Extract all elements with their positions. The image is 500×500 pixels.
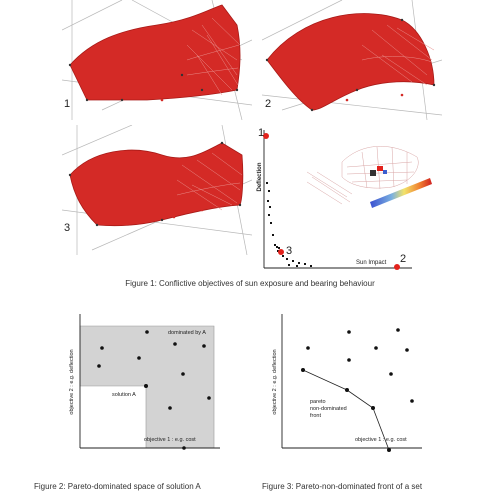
- plot-marker-label-3: 3: [286, 245, 293, 257]
- fig3-xlabel: objective 1 : e.g. cost: [355, 437, 407, 443]
- figure2-caption: Figure 2: Pareto-dominated space of solution A: [34, 482, 201, 491]
- surface-render-2: [262, 0, 442, 120]
- panel-label-3: 3: [64, 222, 71, 234]
- plot-marker-label-2: 2: [400, 253, 407, 265]
- plot-marker-label-1: 1: [258, 127, 265, 139]
- fig3-ylabel: objective 2 : e.g. deflection: [272, 349, 278, 415]
- surface-render-1: [62, 0, 252, 120]
- figure3-caption: Figure 3: Pareto-non-dominated front of a set: [262, 482, 423, 491]
- plot-marker-3: [278, 249, 284, 255]
- figure1-caption: Figure 1: Conflictive objectives of sun exposure and bearing behaviour: [125, 279, 375, 288]
- front-label-line-1: pareto: [310, 399, 326, 405]
- fig2-xlabel: objective 1 : e.g. cost: [144, 437, 196, 443]
- dominated-region-label: dominated by A: [168, 330, 206, 336]
- panel-label-2: 2: [265, 98, 272, 110]
- inset-wireframe: [307, 146, 432, 208]
- figure2-diagram: [64, 310, 224, 458]
- panel-label-1: 1: [64, 98, 71, 110]
- sun-deflection-plot: [252, 122, 447, 272]
- plot-ylabel: Deflection: [257, 162, 263, 192]
- surface-render-3: [62, 125, 252, 255]
- fig3-points: [301, 328, 414, 452]
- figure3-diagram: [270, 310, 430, 458]
- plot-xlabel: Sun Impact: [356, 260, 387, 266]
- solution-a-label: solution A: [112, 392, 136, 398]
- front-label-line-3: front: [310, 413, 322, 419]
- front-label-line-2: non-dominated: [310, 406, 347, 412]
- fig2-ylabel: objective 2 : e.g. deflection: [69, 349, 75, 415]
